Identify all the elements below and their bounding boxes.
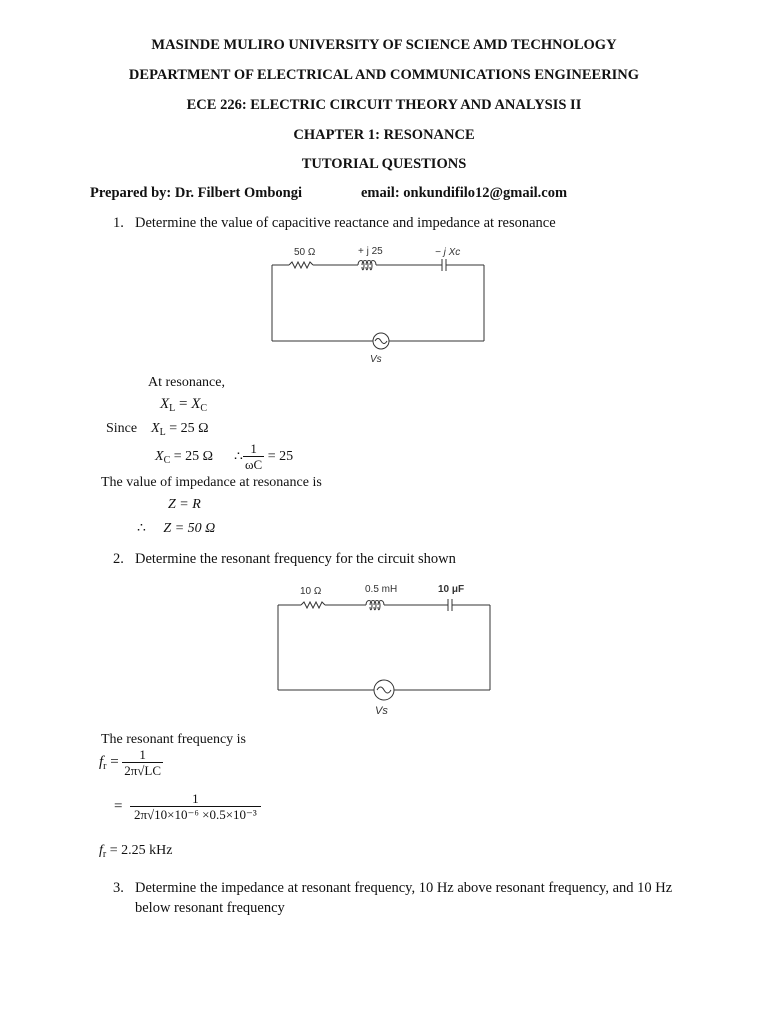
circuit-diagram-2 — [268, 578, 498, 723]
circuit-diagram-1 — [262, 240, 502, 370]
author-email: email: onkundifilo12@gmail.com — [361, 185, 568, 201]
fraction-value: = 25 — [267, 449, 294, 464]
capacitor-label: − j Xc — [435, 247, 461, 258]
source-label: Vs — [375, 705, 388, 717]
question-1 — [113, 215, 556, 232]
tutorial-subtitle: TUTORIAL QUESTIONS — [301, 156, 467, 172]
resistor-symbol — [301, 602, 325, 608]
inductor-label: 0.5 mH — [365, 584, 398, 595]
impedance-statement: The value of impedance at resonance is — [101, 475, 322, 490]
resistor-label: 50 Ω — [294, 247, 316, 258]
xc-value: = 25 Ω — [173, 448, 214, 464]
fraction-1-over-omega-c: $\frac{1}{\omega C}$ — [244, 441, 263, 472]
therefore-symbol: ∴ — [234, 449, 243, 465]
question-number: 1. — [113, 215, 124, 231]
question-text: Determine the resonant frequency for the circuit shown — [135, 551, 456, 567]
inductor-symbol — [366, 601, 384, 610]
resistor-symbol — [289, 262, 313, 268]
inductor-symbol — [358, 261, 376, 270]
department-title: DEPARTMENT OF ELECTRICAL AND COMMUNICATIONS ENGINEERING — [128, 67, 640, 83]
solution1-intro: At resonance, — [148, 375, 225, 390]
fraction-fr-substituted: $\frac{1}{\text{2π√10×10⁻⁶ ×0.5×10⁻³}}$ — [130, 792, 261, 822]
question-2 — [113, 551, 456, 568]
equation-fr-result: $f_r = 2.25$ kHz — [99, 843, 173, 860]
course-title: ECE 226: ELECTRIC CIRCUIT THEORY AND ANALYSIS II — [186, 97, 582, 113]
source-label: Vs — [370, 354, 382, 365]
fraction-fr: $\frac{1}{2\pi√LC}$ — [124, 747, 162, 778]
question-3 — [113, 878, 673, 918]
equation-z-value: ∴ Z = 50 Ω — [137, 521, 216, 536]
equation-fr-formula: $f_r$ = $\frac{1}{2\pi√LC}$ — [99, 747, 162, 778]
equation-since: Since $X_L = 25$ Ω — [106, 421, 209, 438]
chapter-title: CHAPTER 1: RESONANCE — [293, 127, 475, 143]
equation-fr-substituted: = $\frac{1}{\text{2π√10×10⁻⁶ ×0.5×10⁻³}}$ — [114, 792, 261, 822]
resonant-frequency-intro: The resonant frequency is — [101, 732, 246, 747]
equation-z-equals-r: Z = R — [168, 497, 201, 512]
equation-xc: $X_C = 25$ Ω ∴ $\frac{1}{\omega C}$ = 25 — [155, 441, 294, 472]
resistor-label: 10 Ω — [300, 586, 322, 597]
author-line: Prepared by: Dr. Filbert Ombongi — [90, 185, 302, 201]
equation-xl-equals-xc: $X_L = X_C$ — [160, 396, 208, 414]
capacitor-label: 10 μF — [438, 584, 465, 595]
inductor-label: + j 25 — [358, 246, 383, 257]
since-word: Since — [106, 421, 138, 436]
question-text: Determine the impedance at resonant frequency, 10 Hz above resonant frequency, and 10 Hz below resonant frequency — [135, 880, 673, 916]
question-text: Determine the value of capacitive reactance and impedance at resonance — [135, 215, 556, 231]
question-number: 3. — [113, 880, 124, 896]
question-number: 2. — [113, 551, 124, 567]
university-title: MASINDE MULIRO UNIVERSITY OF SCIENCE AMD TECHNOLOGY — [151, 37, 617, 53]
